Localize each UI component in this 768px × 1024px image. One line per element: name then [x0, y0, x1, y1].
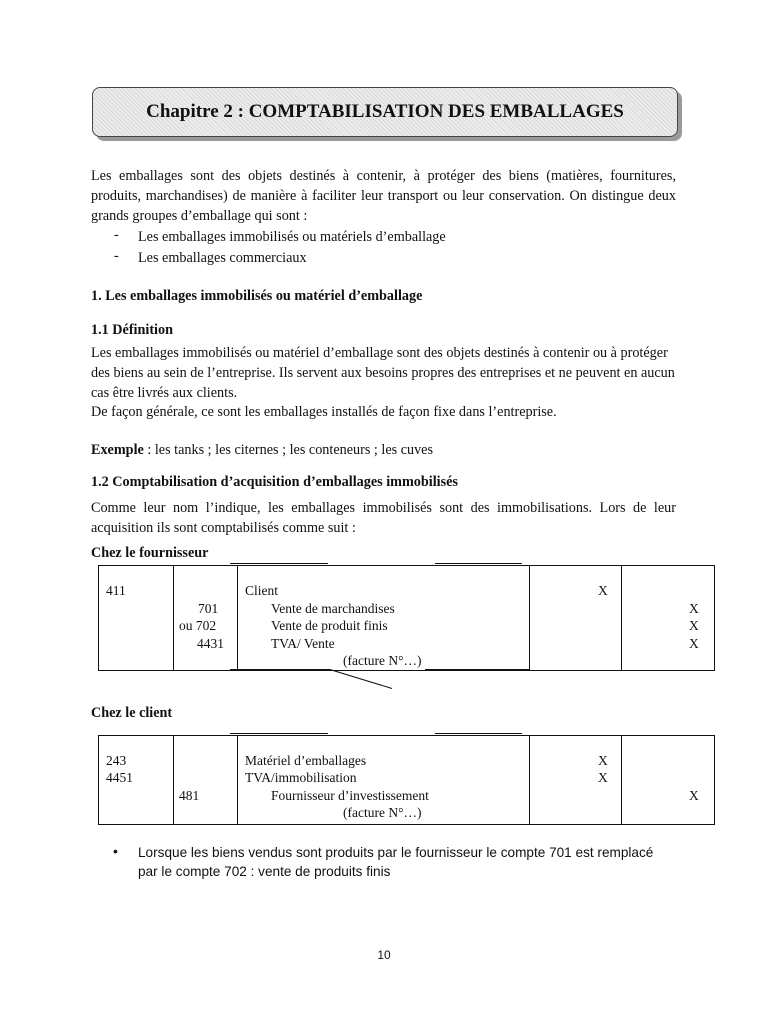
list-item-2: Les emballages commerciaux	[138, 250, 307, 266]
bullet-icon: •	[113, 843, 118, 859]
credit-amount-mark: X	[689, 636, 699, 651]
note-line-1: Lorsque les biens vendus sont produits par le fournisseur le compte 701 est remplacé	[138, 845, 654, 860]
entry-label: TVA/ Vente	[271, 636, 335, 651]
definition-text-2: De façon générale, ce sont les emballages installés de façon fixe dans l’entreprise.	[91, 404, 557, 420]
list-dash-1: -	[114, 227, 119, 243]
fournisseur-journal-table	[98, 565, 715, 671]
compta-text: Comme leur nom l’indique, les emballages immobilisés sont des immobilisations. Lors de leur acquisition ils sont comptabilisés comme suit :	[91, 500, 676, 536]
journal-bottom-line-right	[425, 669, 530, 670]
definition-heading: 1.1 Définition	[91, 322, 173, 338]
page-number: 10	[377, 948, 391, 962]
entry-label: Matériel d’emballages	[245, 753, 367, 768]
journal-bottom-line-left	[230, 669, 330, 670]
debit-account: 4451	[106, 770, 133, 785]
credit-amount-mark: X	[689, 788, 699, 803]
definition-text: Les emballages immobilisés ou matériel d’emballage sont des objets destinés à contenir ou à protéger des biens au sein de l’entreprise. Ils servent aux besoins propres des entreprises et ne peuvent en aucun cas être livrés aux clients.	[91, 345, 675, 401]
list-dash-2: -	[114, 248, 119, 264]
example-line	[91, 440, 676, 460]
example-text: : les tanks ; les citernes ; les conteneurs ; les cuves	[143, 442, 434, 458]
entry-label: Vente de marchandises	[271, 601, 395, 616]
column-divider	[621, 736, 622, 824]
invoice-reference: (facture N°…)	[343, 805, 422, 820]
entry-label: Fournisseur d’investissement	[271, 788, 429, 803]
example-label: Exemple	[91, 442, 144, 458]
client-label: Chez le client	[91, 705, 173, 721]
column-divider	[237, 736, 238, 824]
intro-paragraph: Les emballages sont des objets destinés à contenir, à protéger des biens (matières, fournitures, produits, marchandises) de manière à faciliter leur transport ou leur conservation. On distingue deux grands groupes d’emballage qui sont :	[91, 168, 676, 224]
debit-amount-mark: X	[598, 583, 608, 598]
note-line-2: par le compte 702 : vente de produits finis	[138, 864, 391, 879]
debit-amount-mark: X	[598, 770, 608, 785]
column-divider	[173, 736, 174, 824]
column-divider	[173, 566, 174, 670]
credit-amount-mark: X	[689, 618, 699, 633]
client-journal-table	[98, 735, 715, 825]
entry-label: Client	[245, 583, 278, 598]
credit-account: ou 702	[179, 618, 217, 633]
column-divider	[237, 566, 238, 670]
journal-top-line-left	[230, 733, 328, 734]
chapter-title: Chapitre 2 : COMPTABILISATION DES EMBALLAGES	[146, 101, 624, 122]
journal-slash-line	[330, 669, 392, 689]
column-divider	[621, 566, 622, 670]
entry-label: Vente de produit finis	[271, 618, 388, 633]
invoice-reference: (facture N°…)	[343, 653, 422, 668]
credit-account: 481	[179, 788, 200, 803]
fournisseur-label: Chez le fournisseur	[91, 545, 209, 561]
credit-amount-mark: X	[689, 601, 699, 616]
credit-account: 701	[198, 601, 219, 616]
journal-top-line-left	[230, 563, 328, 564]
journal-top-line-right	[435, 733, 522, 734]
journal-top-line-right	[435, 563, 522, 564]
compta-heading: 1.2 Comptabilisation d’acquisition d’emballages immobilisés	[91, 474, 458, 490]
section1-heading: 1. Les emballages immobilisés ou matériel d’emballage	[91, 288, 423, 304]
list-item-1: Les emballages immobilisés ou matériels d’emballage	[138, 229, 446, 245]
chapter-title-box	[92, 87, 678, 137]
debit-account: 243	[106, 753, 127, 768]
column-divider	[529, 736, 530, 824]
debit-amount-mark: X	[598, 753, 608, 768]
credit-account: 4431	[197, 636, 224, 651]
entry-label: TVA/immobilisation	[245, 770, 357, 785]
column-divider	[529, 566, 530, 670]
debit-account: 411	[106, 583, 126, 598]
